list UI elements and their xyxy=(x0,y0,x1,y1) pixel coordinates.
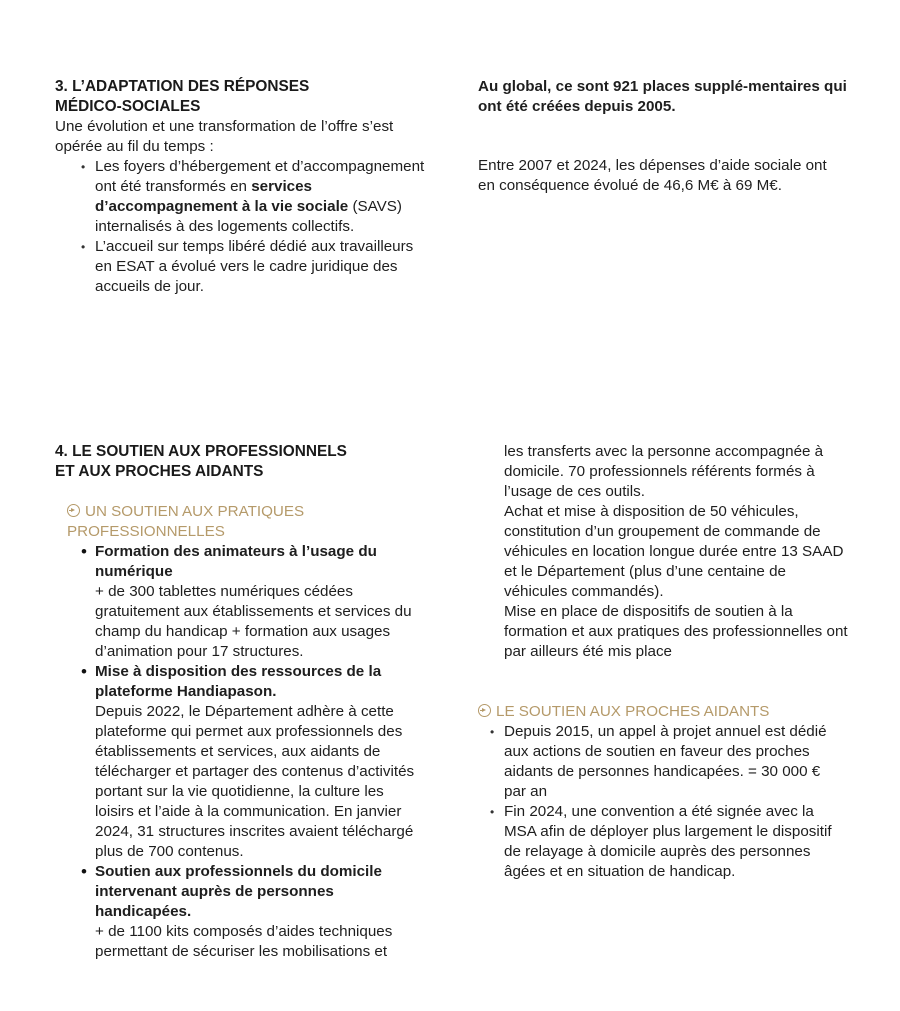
section-3 xyxy=(55,77,455,297)
list-item: • Fin 2024, une convention a été signée avec la MSA afin de déployer plus largement le dispositif de relayage à domicile auprès des personnes âgées et en situation de handicap. xyxy=(490,802,835,882)
section-4-title-line2: ET AUX PROCHES AIDANTS xyxy=(55,463,264,480)
subheading-professional-practices xyxy=(55,502,465,542)
section-3-title-line1: 3. L’ADAPTATION DES RÉPONSES xyxy=(55,78,310,95)
item-text: Depuis 2022, le Département adhère à cette plateforme qui permet aux professionnels des établissements et services, aux aidants de télécharger et partager des contenus d’activités portant sur la vie quotidienne, la culture les loisirs et l’aide à la communication. En janvier 2024, 31 structures inscrites avaient téléchargé plus de 700 contenus. xyxy=(95,703,415,860)
subheading-line2: PROFESSIONNELLES xyxy=(67,523,225,540)
subheading-line1: UN SOUTIEN AUX PRATIQUES xyxy=(85,503,305,520)
item-title: Formation des animateurs à l’usage du numérique xyxy=(95,543,377,580)
item-title: Soutien aux professionnels du domicile intervenant auprès de personnes handicapées. xyxy=(95,863,382,920)
circled-arrow-icon xyxy=(478,704,491,717)
section-4 xyxy=(55,442,465,962)
list-item xyxy=(81,157,426,237)
section-4-continued xyxy=(478,442,878,882)
list-item: • L’accueil sur temps libéré dédié aux travailleurs en ESAT a évolué vers le cadre juridique des accueils de jour. xyxy=(81,237,426,297)
list-item xyxy=(81,862,426,962)
training-text: Mise en place de dispositifs de soutien à la formation et aux pratiques des professionnelles ont par ailleurs été mis place xyxy=(504,603,848,660)
circled-arrow-icon xyxy=(67,504,80,517)
vehicles-text: Achat et mise à disposition de 50 véhicules, constitution d’un groupement de commande de véhicules en location longue durée entre 13 SAAD et le Département (plus d’une centaine de véhicules commandés). xyxy=(504,503,844,600)
section-4-title-line1: 4. LE SOUTIEN AUX PROFESSIONNELS xyxy=(55,443,347,460)
subheading-caregivers xyxy=(478,702,878,722)
section-4-title xyxy=(55,442,465,482)
item-title: Mise à disposition des ressources de la plateforme Handiapason. xyxy=(95,663,382,700)
continued-text: les transferts avec la personne accompagnée à domicile. 70 professionnels référents formés à l’usage de ces outils. xyxy=(504,443,824,500)
section-3-list xyxy=(55,157,426,297)
item-text: + de 300 tablettes numériques cédées gratuitement aux établissements et services du champ du handicap + formation aux usages d’animation pour 17 structures. xyxy=(95,583,412,660)
bullet-text: (SAVS) internalisés à des logements collectifs. xyxy=(95,198,402,235)
list-item xyxy=(81,542,426,662)
bullet-bold-text: services d’accompagnement à la vie sociale xyxy=(95,178,349,215)
caregivers-list xyxy=(478,722,835,882)
subheading-text: LE SOUTIEN AUX PROCHES AIDANTS xyxy=(496,703,770,720)
continued-block xyxy=(478,442,849,662)
section-3-intro: Une évolution et une transformation de l’offre s’est opérée au fil du temps : xyxy=(55,118,394,155)
item-text: + de 1100 kits composés d’aides techniques permettant de sécuriser les mobilisations et xyxy=(95,923,393,960)
bullet-text: Les foyers d’hébergement et d’accompagnement ont été transformés en xyxy=(95,158,425,195)
section-3-title xyxy=(55,77,455,117)
list-item xyxy=(81,662,426,862)
summary-expenses: Entre 2007 et 2024, les dépenses d’aide sociale ont en conséquence évolué de 46,6 M€ à 69 M€. xyxy=(478,157,827,194)
list-item: • Depuis 2015, un appel à projet annuel est dédié aux actions de soutien en faveur des proches aidants de personnes handicapées. = 30 000 € par an xyxy=(490,722,835,802)
section-3-title-line2: MÉDICO-SOCIALES xyxy=(55,98,201,115)
section-4-list xyxy=(55,542,426,962)
summary-highlight: Au global, ce sont 921 places supplé-mentaires qui ont été créées depuis 2005. xyxy=(478,78,847,115)
summary-block xyxy=(478,77,878,196)
